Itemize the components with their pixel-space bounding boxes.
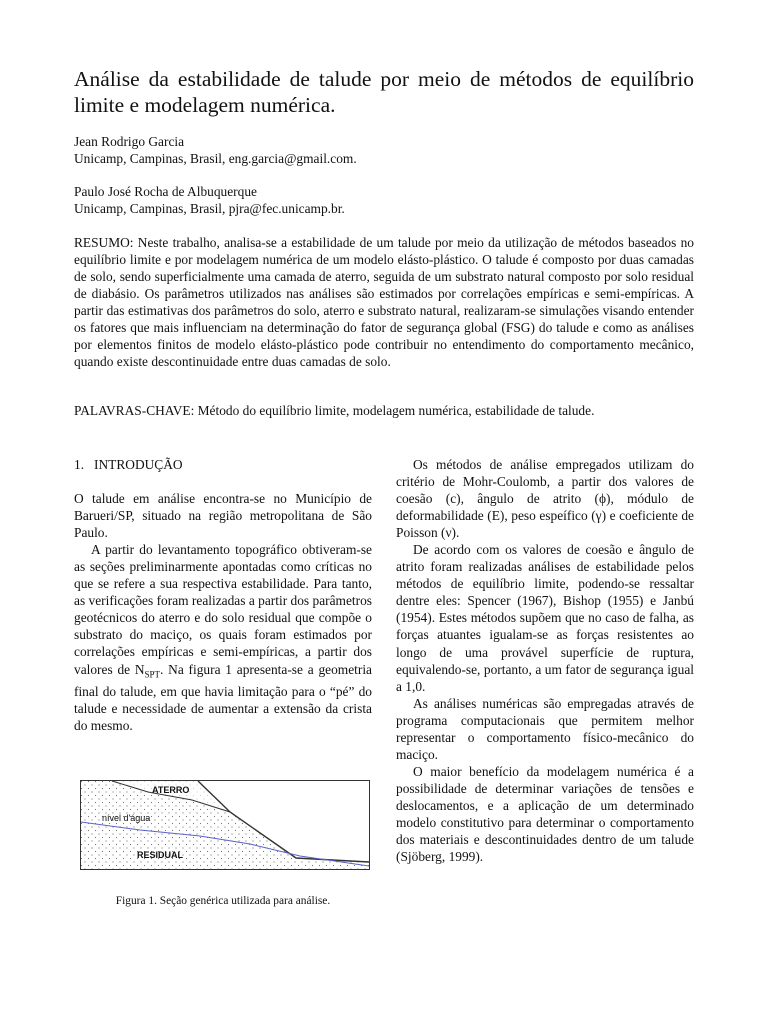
author-name: Paulo José Rocha de Albuquerque: [74, 184, 257, 199]
figure-1: [80, 780, 370, 870]
author-block: [74, 133, 694, 233]
aterro-label: ATERRO: [152, 785, 190, 795]
right-paragraph-2: De acordo com os valores de coesão e ângulo de atrito foram realizadas análises de estabilidade pelos métodos de equilíbrio limite, podendo-se ressaltar dentre eles: Spencer (1967), Bishop (1955) e Janbú (1954). Estes métodos supõem que no caso de falha, as forças atuantes igualam-se as forças resistentes ao longo de uma provável superfície de ruptura, equivalendo-se, portanto, a um fator de segurança igual a 1,0.: [396, 542, 694, 694]
left-column: [74, 456, 372, 734]
author-affiliation: Unicamp, Campinas, Brasil, eng.garcia@gmail.com.: [74, 151, 357, 166]
residual-soil-area: [81, 781, 369, 869]
spt-subscript: SPT: [144, 669, 161, 680]
section-heading: [74, 456, 372, 473]
water-level-label: nível d'água: [102, 813, 151, 823]
author-affiliation: Unicamp, Campinas, Brasil, pjra@fec.unicamp.br.: [74, 201, 345, 216]
intro-paragraph-1: O talude em análise encontra-se no Município de Barueri/SP, situado na região metropolitana de São Paulo.: [74, 491, 372, 541]
residual-label: RESIDUAL: [137, 850, 184, 860]
right-column: [396, 456, 694, 865]
paragraph-text: A partir do levantamento topográfico obtiveram-se as seções preliminarmente apontadas como críticas no que se refere a sua respectiva estabilidade. Para tanto, as verificações foram realizadas a partir dos parâmetros geotécnicos do aterro e do solo residual que compõe o substrato do maciço, os quais foram estimados por correlações empíricas e semi-empíricas, a partir dos valores de N: [74, 542, 372, 677]
right-paragraph-4: O maior benefício da modelagem numérica é a possibilidade de determinar variações de tensões e deslocamentos, e a aplicação de um determinado modelo constitutivo para determinar o comportamento dos materiais e descontinuidades dentro de um talude (Sjöberg, 1999).: [396, 763, 694, 865]
slope-section-diagram: [80, 780, 370, 870]
section-title: INTRODUÇÃO: [94, 457, 183, 472]
section-number: 1.: [74, 457, 85, 472]
paragraph-text: . Na figura 1 apresenta-se a geometria final do talude, em que havia limitação para o “pé” do talude e necessidade de aumentar a extensão da crista do mesmo.: [74, 661, 372, 734]
right-paragraph-3: As análises numéricas são empregadas através de programa computacionais que permitem melhor representar o comportamento físico-mecânico do maciço.: [396, 695, 694, 762]
right-paragraph-1: Os métodos de análise empregados utilizam do critério de Mohr-Coulomb, a partir dos valores de coesão (c), ângulo de atrito (ϕ), módulo de deformabilidade (E), peso espeífico (γ) e coeficiente de Poisson (ν).: [396, 457, 694, 541]
figure-caption: Figura 1. Seção genérica utilizada para análise.: [115, 895, 331, 907]
paper-title: Análise da estabilidade de talude por meio de métodos de equilíbrio limite e modelagem numérica.: [74, 67, 694, 117]
abstract: RESUMO: Neste trabalho, analisa-se a estabilidade de um talude por meio da utilização de métodos baseados no equilíbrio limite e por modelagem numérica de um modelo elásto-plástico. O talude é composto por duas camadas de solo, sendo superficialmente uma camada de aterro, seguida de um substrato natural composto por solo residual de diabásio. Os parâmetros utilizados nas análises são estimados por correlações empíricas e semi-empíricas. A partir das estimativas dos parâmetros do solo, aterro e substrato natural, realizaram-se simulações visando entender os fatores que mais influenciam na determinação do fator de segurança global (FSG) do talude e como as análises por elementos finitos de modelo elásto-plástico pode contribuir no entendimento do comportamento mecânico, quando existe descontinuidade entre duas camadas de solo.: [74, 235, 694, 370]
author-1: [74, 133, 694, 167]
author-name: Jean Rodrigo Garcia: [74, 134, 185, 149]
intro-paragraph-2: [74, 541, 372, 734]
keywords: PALAVRAS-CHAVE: Método do equilíbrio limite, modelagem numérica, estabilidade de talude.: [74, 403, 595, 418]
author-2: [74, 183, 694, 217]
